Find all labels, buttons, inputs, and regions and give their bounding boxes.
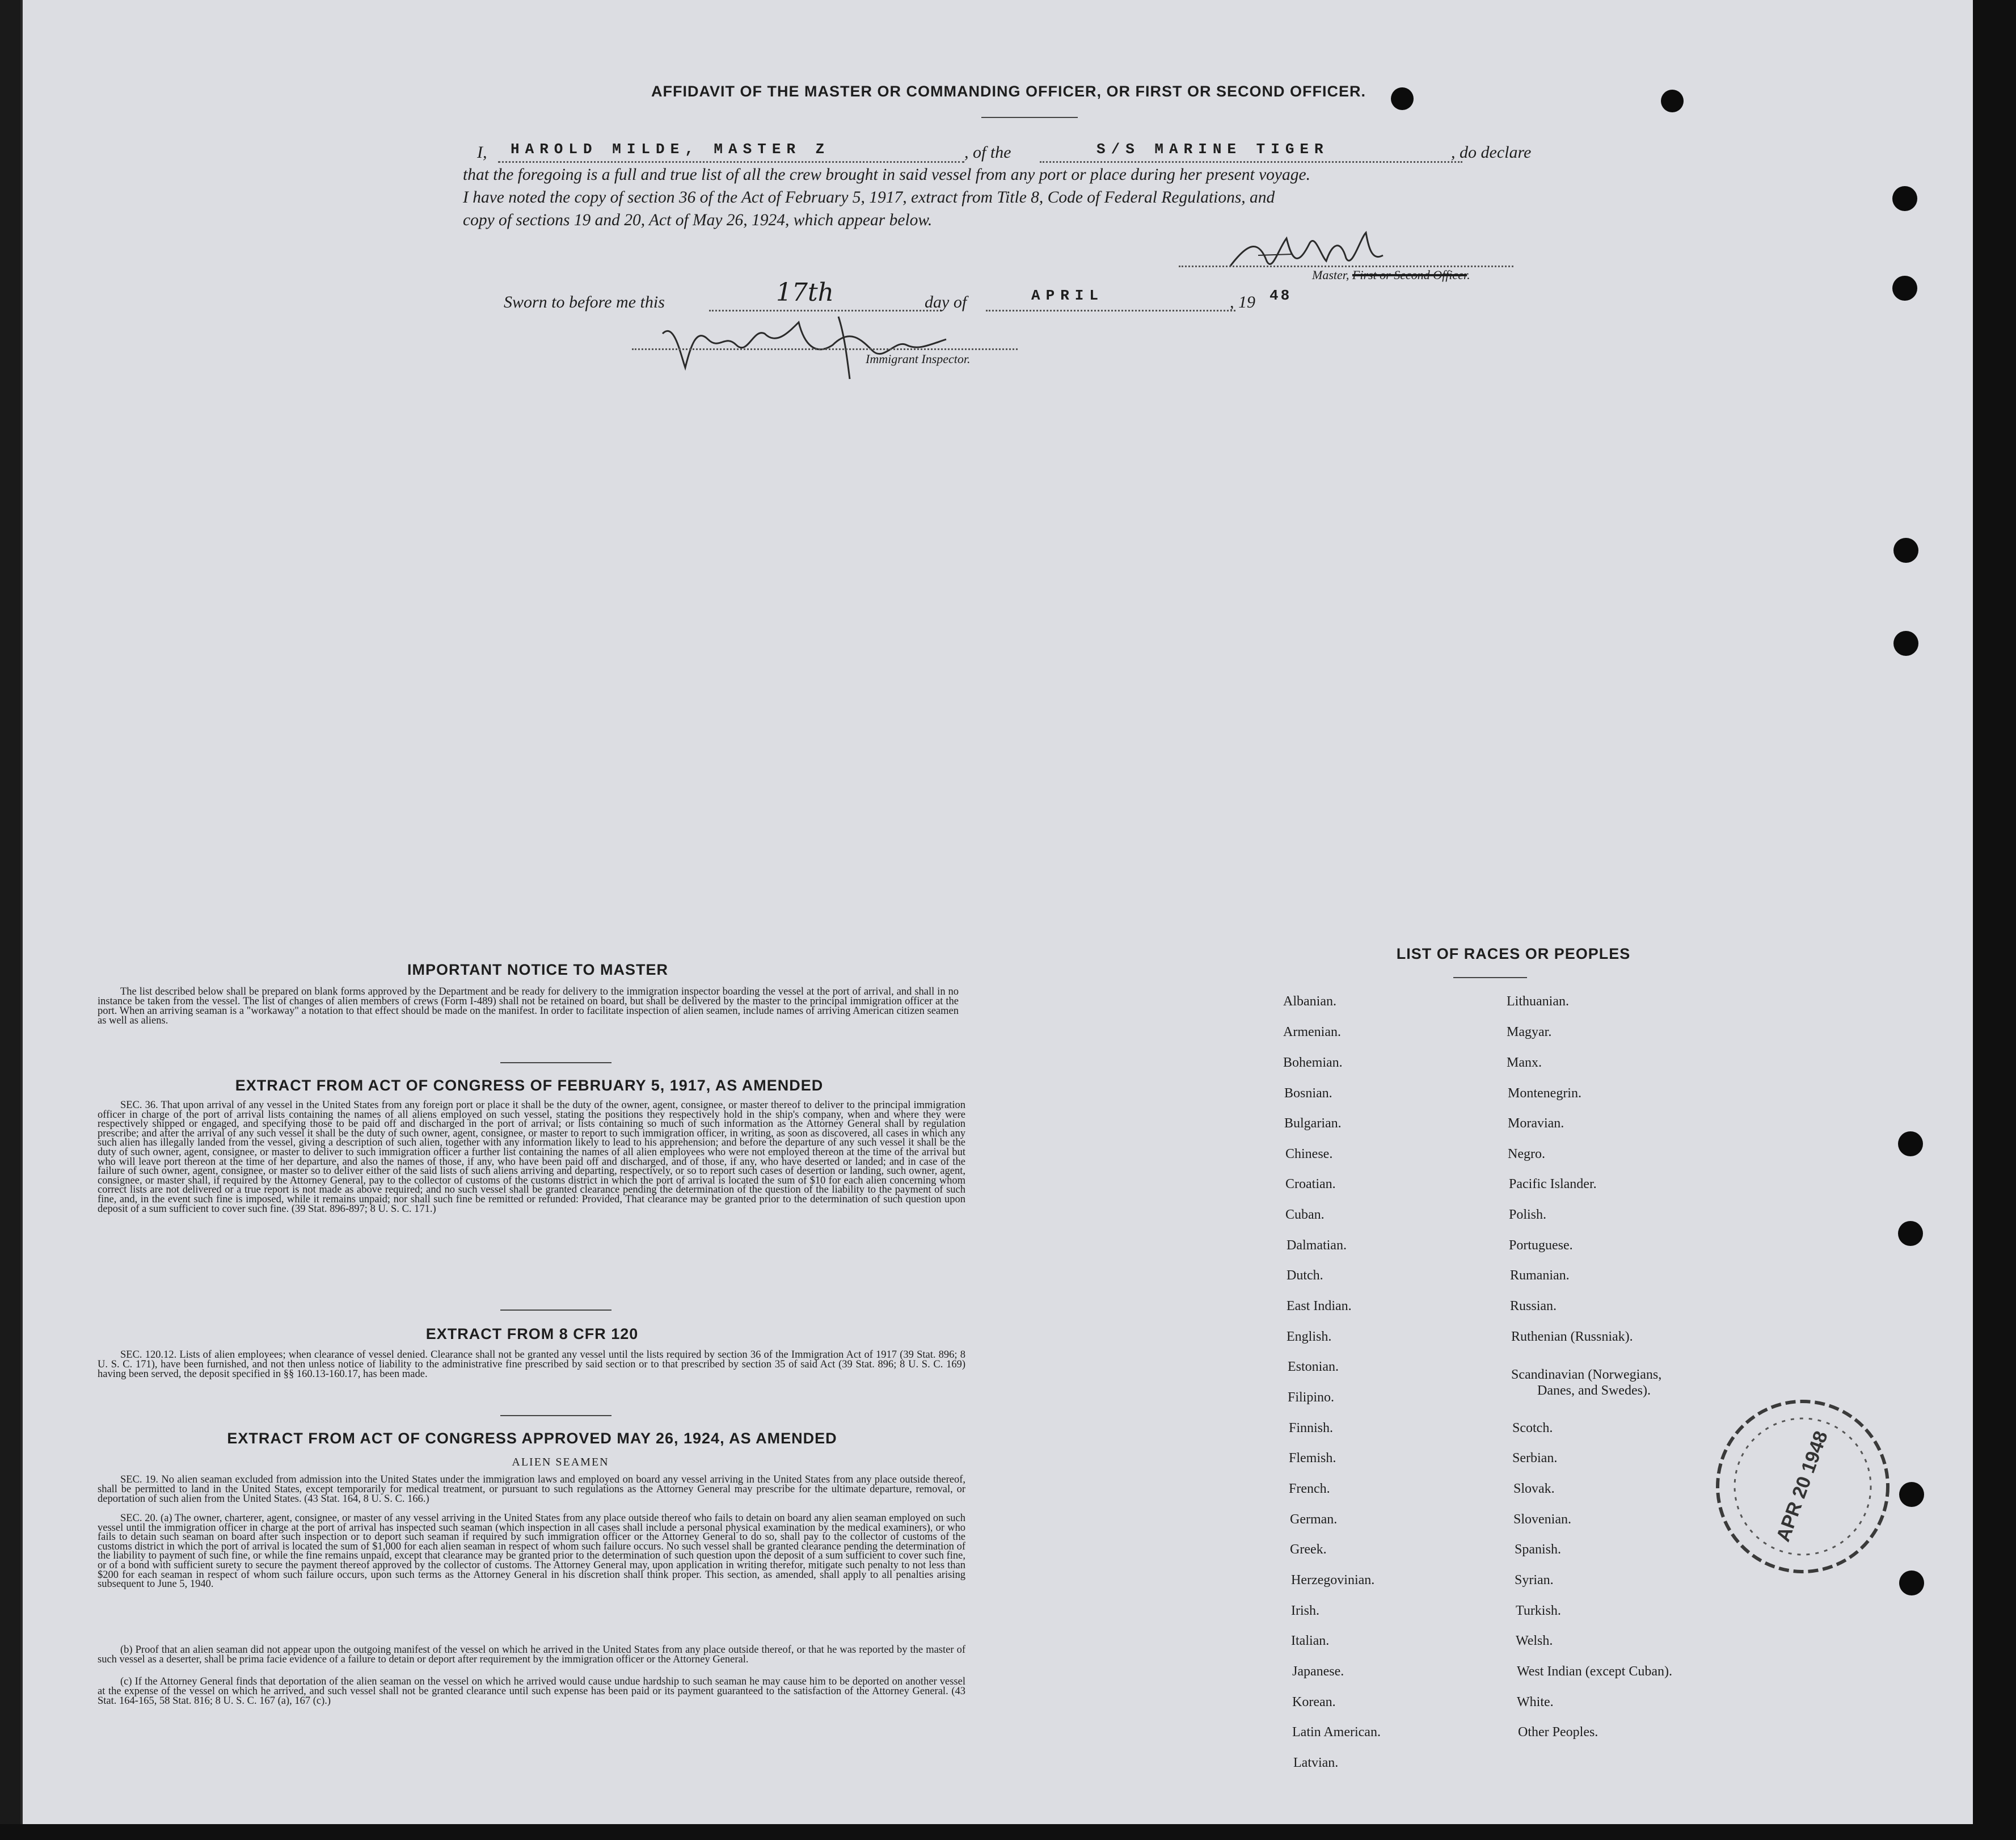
notice-divider [500,1062,611,1063]
punch-hole-icon [1661,90,1684,112]
race-item: Greek. [1290,1542,1327,1557]
race-item: English. [1287,1329,1332,1344]
declaration-line-3: I have noted the copy of section 36 of the Act of February 5, 1917, extract from Title 8, Code of Federal Regulations, and [463,188,1275,207]
race-item: Manx. [1507,1055,1542,1070]
extract-cfr-title: EXTRACT FROM 8 CFR 120 [425,1325,639,1342]
race-item: Filipino. [1288,1390,1335,1405]
race-item: Welsh. [1516,1633,1553,1648]
race-item: Italian. [1291,1633,1330,1648]
race-item: Scotch. [1512,1421,1553,1435]
bottom-black-edge [0,1824,2016,1840]
race-item: Bulgarian. [1284,1116,1342,1131]
declaration-line-4: copy of sections 19 and 20, Act of May 26, 1924, which appear below. [463,211,933,229]
race-item: Finnish. [1289,1421,1334,1435]
sworn-year-filled: 48 [1270,287,1292,304]
year-prefix: , 19 [1230,293,1255,311]
race-item: Japanese. [1292,1664,1344,1679]
sec-20a-text: SEC. 20. (a) The owner, charterer, agent, consignee, or master of any vessel arriving in the United States from any place outside thereof who fails to detain on board any alien seaman employed on such vessel until the immigration officer in charge at the port of arrival has inspected such seaman (which inspection in all cases shall include a personal physical examination by the medical examiners), or who fails to detain such seaman on board after such inspection or to deport such seaman if required by such immigration officer or the Attorney General to do so, shall pay to the collector of customs of the customs district in which the port of arrival is located the sum of $1,000 for each alien seaman in respect of whom such failure occurs. No such vessel shall be granted clearance pending the determination of the liability to payment of such fine, or while the fine remains unpaid, except that clearance may be granted prior to the determination of such question upon the deposit of a sum sufficient to cover such fine, or of a bond with sufficient surety to secure the payment thereof approved by the collector of customs. The Attorney General may, upon application in writing therefor, mitigate such penalty to not less than $200 for each seaman in respect of whom such failure occurs, upon such terms as the Attorney General in his discretion shall think proper. This section, as amended, shall apply to all penalties arising subsequent to June 5, 1940. [98,1513,965,1590]
inspector-signature [651,311,969,385]
sec-20b-text: (b) Proof that an alien seaman did not appear upon the outgoing manifest of the vessel on which he arrived in the United States from any place outside thereof, or that he was reported by the master of such vessel as a deserter, shall be prima facie evidence of a failure to detain or deport after requirement by the immigration officer or the Attorney General. [98,1644,965,1665]
race-item: Dutch. [1287,1268,1323,1283]
punch-hole-icon [1893,538,1918,563]
race-item: Armenian. [1283,1025,1341,1039]
race-item: Bosnian. [1284,1086,1332,1101]
stamp-date-text: APR 20 1948 [1772,1428,1832,1545]
race-item: Scandinavian (Norwegians, [1511,1367,1662,1382]
sec-19-text: SEC. 19. No alien seaman excluded from admission into the United States under the immigration laws and employed on board any vessel arriving in the United States from any place outside thereof, shall be permitted to land in the United States, except temporarily for medical treatment, or pursuant to such regulations as the Attorney General may prescribe for the ultimate departure, removal, or deportation of such alien from the United States. (43 Stat. 164, 8 U. S. C. 166.) [98,1474,965,1505]
race-item: German. [1290,1512,1338,1527]
race-item: Montenegrin. [1508,1086,1581,1101]
affidavit-title: AFFIDAVIT OF THE MASTER OR COMMANDING OFFICER, OR FIRST OR SECOND OFFICER. [651,83,1366,100]
master-officer-label [1312,268,1470,283]
master-name-filled: HAROLD MILDE, MASTER Z [511,141,830,158]
punch-hole-icon [1899,1570,1924,1595]
race-item: Albanian. [1283,994,1336,1009]
race-item: Slovenian. [1513,1512,1571,1527]
title-underline [981,117,1078,118]
sworn-month-line [986,310,1235,311]
right-black-edge [1973,0,2016,1840]
document-sheet [22,0,1973,1824]
do-declare-label: , do declare [1451,143,1532,162]
vessel-name-filled: S/S MARINE TIGER [1096,141,1329,158]
race-item: Latvian. [1293,1755,1339,1770]
sworn-month-filled: APRIL [1031,287,1104,304]
race-item: West Indian (except Cuban). [1517,1664,1672,1679]
punch-hole-icon [1391,87,1414,110]
race-item: Magyar. [1507,1025,1552,1039]
master-label-struck: First or Second Officer [1352,268,1467,282]
race-item: Chinese. [1285,1147,1333,1161]
alien-seamen-subtitle: ALIEN SEAMEN [512,1456,609,1468]
inspector-signature-line [632,348,1018,350]
race-item: Slovak. [1513,1481,1555,1496]
left-border-line [20,0,23,1840]
races-title: LIST OF RACES OR PEOPLES [1396,945,1631,962]
sworn-prefix: Sworn to before me this [504,293,665,311]
race-item: White. [1517,1695,1554,1710]
sec-20c-text: (c) If the Attorney General finds that deportation of the alien seaman on the vessel on which he arrived would cause undue hardship to such seaman he may cause him to be deported on another vessel at the expense of the vessel on which he arrived, and such vessel shall not be granted clearance until such expense has been paid or its payment guaranteed to the satisfaction of the Attorney General. (43 Stat. 164-165, 58 Stat. 816; 8 U. S. C. 167 (a), 167 (c).) [98,1676,965,1707]
race-item: Dalmatian. [1287,1238,1347,1253]
vessel-field-line [1040,161,1462,163]
race-item: Russian. [1510,1299,1557,1313]
master-label-start: Master, [1312,268,1349,282]
race-item: Lithuanian. [1507,994,1569,1009]
of-the-label: , of the [964,143,1011,162]
punch-hole-icon [1893,631,1918,656]
notice-text: The list described below shall be prepared on blank forms approved by the Department and be ready for delivery to the immigration inspector boarding the vessel at the port of arrival, and shall in no instance be taken from the vessel. The list of changes of alien members of crews (Form I-489) shall not be retained on board, but shall be delivered by the master to the principal immigration officer at the port. When an arriving seaman is a "workaway" a notation to that effect should be made on the manifest. In order to facilitate inspection of alien seamen, include names of arriving American citizen seamen as well as aliens. [98,986,959,1026]
declaration-i: I, [477,143,487,162]
inspector-label: Immigrant Inspector. [866,352,971,366]
date-stamp [1712,1396,1893,1577]
race-item: Portuguese. [1509,1238,1573,1253]
race-item: East Indian. [1287,1299,1352,1313]
race-item: French. [1289,1481,1330,1496]
notice-title: IMPORTANT NOTICE TO MASTER [407,961,668,978]
extract-1924-title: EXTRACT FROM ACT OF CONGRESS APPROVED MAY 26, 1924, AS AMENDED [227,1430,837,1447]
name-field-line [498,161,964,163]
races-divider [1453,977,1527,978]
race-item: Negro. [1508,1147,1545,1161]
race-item: Korean. [1292,1695,1336,1710]
day-of-label: day of [925,293,967,311]
race-item: Cuban. [1285,1207,1325,1222]
race-item: Other Peoples. [1518,1725,1599,1740]
race-item: Pacific Islander. [1509,1177,1597,1191]
punch-hole-icon [1898,1221,1923,1246]
race-item: Moravian. [1508,1116,1564,1131]
master-signature-line [1179,266,1513,267]
extract-1917-title: EXTRACT FROM ACT OF CONGRESS OF FEBRUARY 5, 1917, AS AMENDED [235,1077,824,1094]
race-item: Rumanian. [1510,1268,1570,1283]
race-item: Flemish. [1289,1451,1336,1466]
master-label-end: . [1467,268,1470,282]
race-item: Polish. [1509,1207,1547,1222]
extract-1917-divider [500,1310,611,1311]
sworn-day-filled: 17th [776,278,834,307]
race-item: Danes, and Swedes). [1537,1383,1651,1398]
declaration-line-2: that the foregoing is a full and true list of all the crew brought in said vessel from any port or place during her present voyage. [463,166,1310,184]
race-item: Syrian. [1515,1573,1554,1588]
race-item: Latin American. [1292,1725,1381,1740]
extract-cfr-text: SEC. 120.12. Lists of alien employees; when clearance of vessel denied. Clearance shall not be granted any vessel until the lists required by section 36 of the Immigration Act of 1917 (39 Stat. 896; 8 U. S. C. 171), have been furnished, and not then unless notice of liability to the administrative fine prescribed by said section or to that prescribed by section 35 of said Act (39 Stat. 896; 8 U. S. C. 169) having been served, the deposit specified in §§ 160.13-160.17, has been made. [98,1349,965,1380]
extract-1917-text: SEC. 36. That upon arrival of any vessel in the United States from any foreign port or place it shall be the duty of the owner, agent, consignee, or master thereof to deliver to the principal immigration officer in charge of the port of arrival lists containing the names of all aliens employed on such vessel, stating the positions they respectively hold in the ship's company, when and where they were respectively shipped or engaged, and specifying those to be paid off and discharged in the port of arrival; or lists containing so much of such information as the Attorney General shall by regulation prescribe; and after the arrival of any such vessel it shall be the duty of such owner, agent, consignee, or master to report to such immigration officer, in writing, as soon as discovered, all cases in which any such alien has illegally landed from the vessel, giving a description of such alien, together with any information likely to lead to his apprehension; and before the departure of any such vessel it shall be the duty of such owner, agent, consignee, or master to deliver to such immigration officer a further list containing the names of all alien employees who were not employed thereon at the time of the arrival but who will leave port thereon at the time of her departure, and also the names of those, if any, who have been paid off and discharged, and of those, if any, who have deserted or landed; and in case of the failure of such owner, agent, consignee, or master so to deliver either of the said lists of such aliens arriving and departing, respectively, or so to report such cases of desertion or landing, such owner, agent, consignee, or master shall, if required by the Attorney General, pay to the collector of customs of the customs district in which the port of arrival is located the sum of $10 for each alien concerning whom correct lists are not delivered or a true report is not made as above required; and no such vessel shall be granted clearance pending the determination of the question of the liability to the payment of such fine, and, in the event such fine is imposed, while it remains unpaid; nor shall such fine be remitted or refunded: Provided, That clearance may be granted prior to the determination of such question upon deposit of a sum sufficient to cover such fine. (39 Stat. 896-897; 8 U. S. C. 171.) [98,1100,965,1215]
race-item: Herzegovinian. [1291,1573,1375,1588]
punch-hole-icon [1899,1482,1924,1507]
race-item: Serbian. [1512,1451,1558,1466]
race-item: Ruthenian (Russniak). [1511,1329,1633,1344]
punch-hole-icon [1898,1131,1923,1156]
race-item: Estonian. [1288,1359,1339,1374]
race-item: Turkish. [1516,1603,1561,1618]
race-item: Irish. [1291,1603,1319,1618]
race-item: Spanish. [1515,1542,1562,1557]
extract-cfr-divider [500,1415,611,1416]
punch-hole-icon [1892,276,1917,301]
race-item: Bohemian. [1283,1055,1343,1070]
race-item: Croatian. [1285,1177,1336,1191]
punch-hole-icon [1892,186,1917,211]
